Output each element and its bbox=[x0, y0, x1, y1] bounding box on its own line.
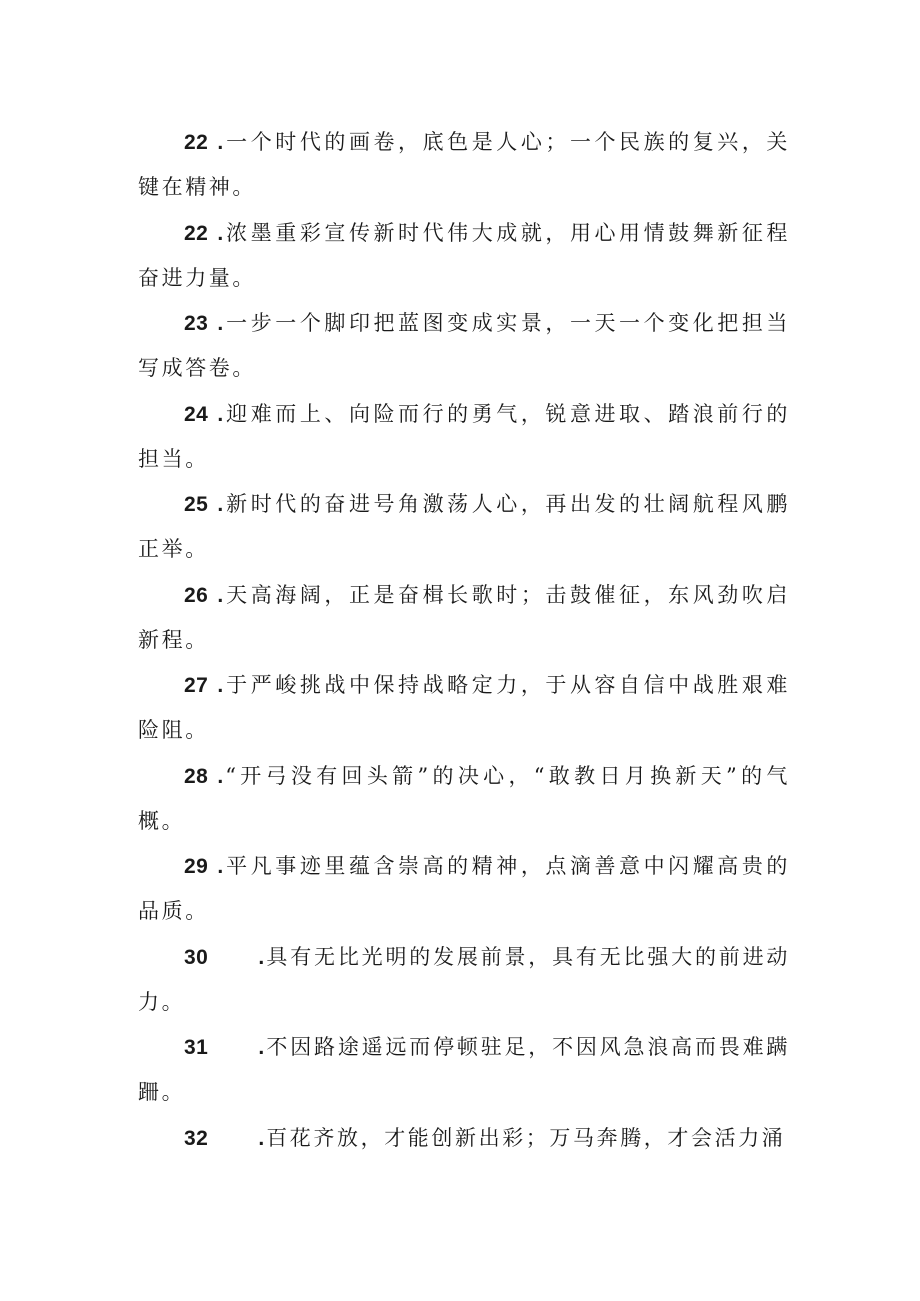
item-separator: . bbox=[217, 221, 224, 245]
list-item bbox=[138, 573, 790, 664]
numbered-list bbox=[138, 120, 790, 1206]
item-number: 25 bbox=[184, 493, 209, 516]
list-item bbox=[138, 1116, 790, 1207]
item-separator: . bbox=[217, 402, 224, 426]
item-separator: . bbox=[217, 131, 224, 154]
item-separator: . bbox=[217, 764, 224, 788]
item-text: 一个时代的画卷，底色是人心；一个民族的复兴，关键在精神。 bbox=[138, 130, 790, 199]
item-number: 31 bbox=[184, 1036, 209, 1059]
list-item bbox=[138, 392, 790, 483]
item-separator: . bbox=[217, 583, 224, 607]
item-separator: . bbox=[217, 312, 224, 335]
item-text: 天高海阔，正是奋楫长歌时；击鼓催征，东风劲吹启新程。 bbox=[138, 582, 790, 652]
item-separator: . bbox=[258, 1036, 265, 1059]
item-text: 不因路途遥远而停顿驻足，不因风急浪高而畏难蹒跚。 bbox=[138, 1035, 790, 1104]
item-number: 24 bbox=[184, 402, 209, 426]
item-separator: . bbox=[217, 493, 224, 516]
item-text: 新时代的奋进号角激荡人心，再出发的壮阔航程风鹏正举。 bbox=[138, 492, 790, 561]
item-separator: . bbox=[258, 1126, 265, 1150]
item-number: 22 bbox=[184, 131, 209, 154]
item-text: 具有无比光明的发展前景，具有无比强大的前进动力。 bbox=[138, 944, 790, 1014]
item-number: 30 bbox=[184, 945, 209, 969]
item-number: 29 bbox=[184, 855, 209, 878]
list-item bbox=[138, 1025, 790, 1116]
list-item bbox=[138, 663, 790, 754]
list-item bbox=[138, 211, 790, 302]
item-number: 27 bbox=[184, 674, 209, 697]
list-item bbox=[138, 754, 790, 845]
list-item bbox=[138, 301, 790, 392]
list-item bbox=[138, 482, 790, 573]
item-number: 23 bbox=[184, 312, 209, 335]
list-item bbox=[138, 120, 790, 211]
item-text: 浓墨重彩宣传新时代伟大成就，用心用情鼓舞新征程奋进力量。 bbox=[138, 220, 790, 290]
item-text: “开弓没有回头箭”的决心，“敢教日月换新天”的气概。 bbox=[138, 763, 790, 833]
item-number: 28 bbox=[184, 764, 209, 788]
item-number: 32 bbox=[184, 1126, 209, 1150]
item-text: 平凡事迹里蕴含崇高的精神，点滴善意中闪耀高贵的品质。 bbox=[138, 854, 790, 923]
list-item bbox=[138, 935, 790, 1026]
item-number: 22 bbox=[184, 221, 209, 245]
item-number: 26 bbox=[184, 583, 209, 607]
item-separator: . bbox=[217, 674, 224, 697]
item-separator: . bbox=[217, 855, 224, 878]
item-separator: . bbox=[258, 945, 265, 969]
item-text: 一步一个脚印把蓝图变成实景，一天一个变化把担当写成答卷。 bbox=[138, 311, 790, 380]
item-text: 百花齐放，才能创新出彩；万马奔腾，才会活力涌 bbox=[266, 1125, 786, 1150]
item-text: 迎难而上、向险而行的勇气，锐意进取、踏浪前行的担当。 bbox=[138, 401, 790, 471]
item-text: 于严峻挑战中保持战略定力，于从容自信中战胜艰难险阻。 bbox=[138, 673, 790, 742]
list-item bbox=[138, 844, 790, 935]
